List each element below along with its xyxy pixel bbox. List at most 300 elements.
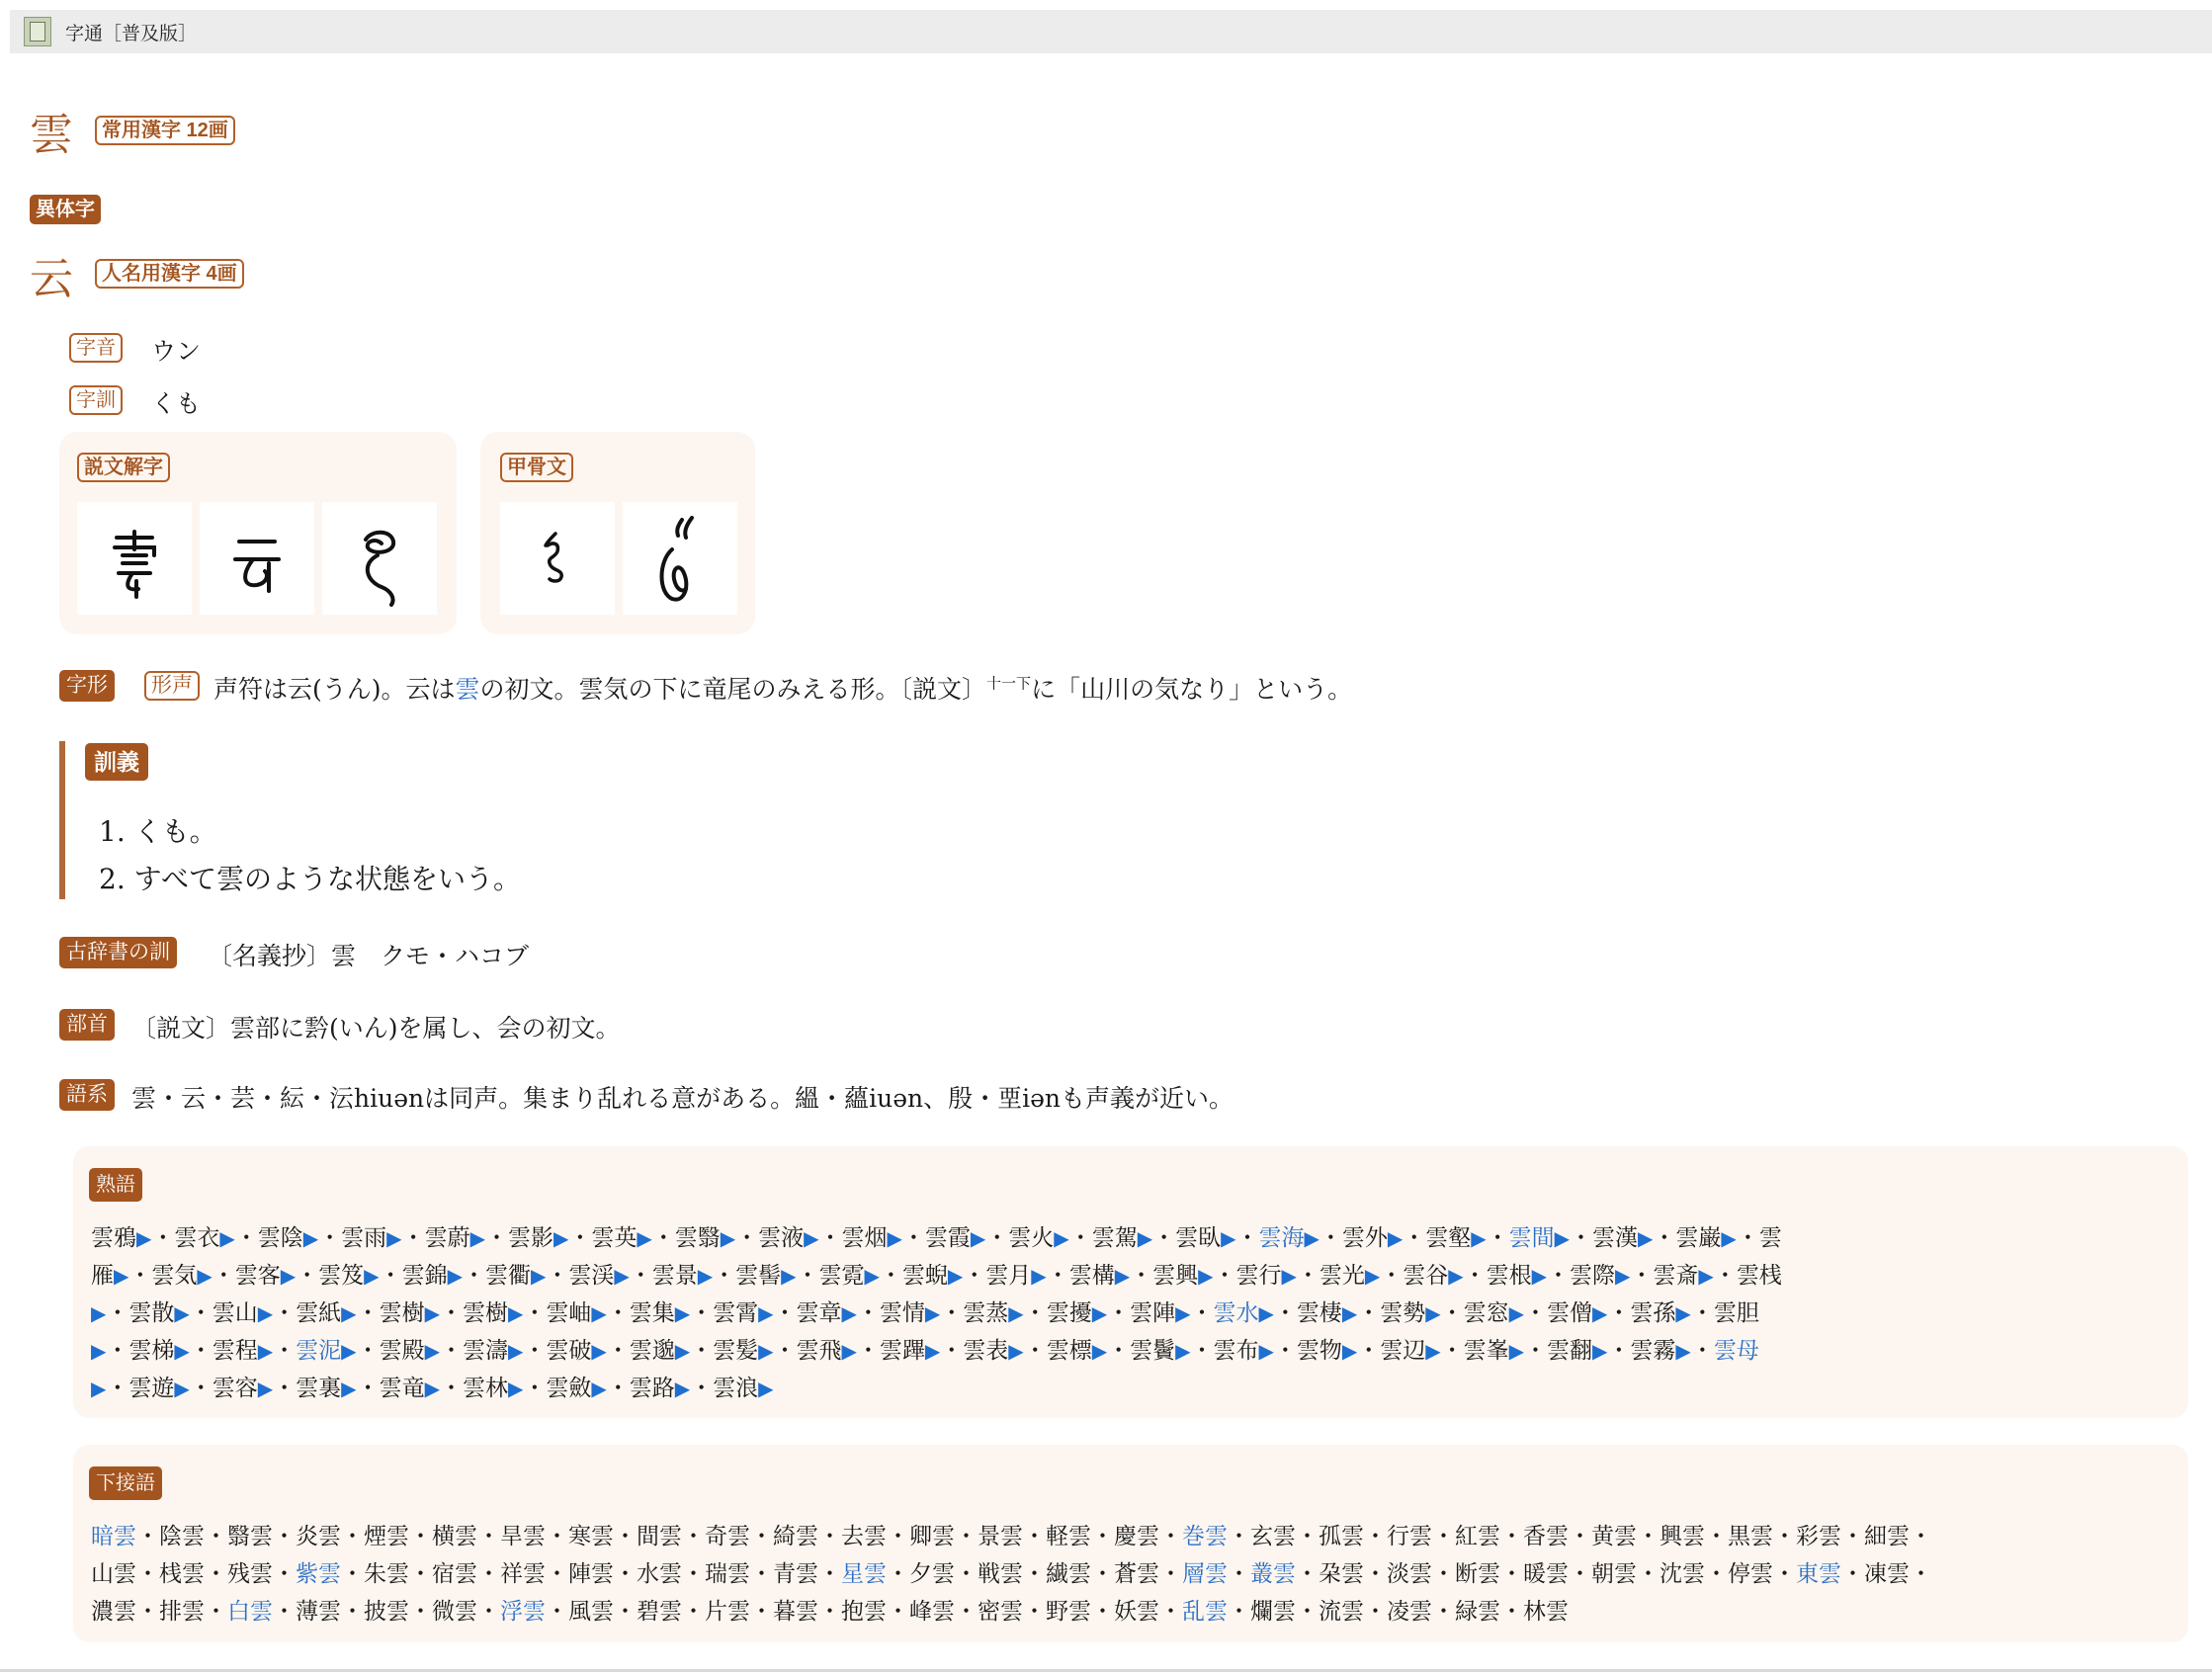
- jukugo-word[interactable]: 雲僧: [1547, 1300, 1593, 1326]
- arrow-right-icon[interactable]: ▶: [257, 1301, 274, 1325]
- jukugo-word[interactable]: 雲海: [1258, 1225, 1305, 1251]
- jukugo-word[interactable]: 雲霧: [1630, 1338, 1676, 1364]
- kasetsugo-word[interactable]: 陰雲: [159, 1524, 205, 1549]
- jukugo-word[interactable]: 雲孫: [1630, 1300, 1676, 1326]
- kasetsugo-word[interactable]: 片雲: [705, 1599, 750, 1625]
- arrow-right-icon[interactable]: ▶: [924, 1339, 941, 1363]
- jukugo-word[interactable]: 雲破: [546, 1338, 592, 1364]
- arrow-right-icon[interactable]: ▶: [341, 1301, 357, 1325]
- kasetsugo-word[interactable]: 水雲: [637, 1561, 682, 1587]
- separator: ・: [1653, 1225, 1676, 1251]
- arrow-right-icon[interactable]: ▶: [674, 1339, 691, 1363]
- arrow-right-icon[interactable]: ▶: [1638, 1226, 1654, 1250]
- kasetsugo-word[interactable]: 抱雲: [841, 1599, 887, 1625]
- arrow-right-icon[interactable]: ▶: [614, 1264, 630, 1288]
- jukugo-word[interactable]: 雲辺: [1380, 1338, 1426, 1364]
- arrow-right-icon[interactable]: ▶: [674, 1377, 691, 1400]
- kasetsugo-word[interactable]: 夕雲: [909, 1561, 955, 1587]
- window-title: 字通［普及版］: [65, 23, 198, 44]
- arrow-right-icon[interactable]: ▶: [280, 1264, 297, 1288]
- jukugo-word[interactable]: 雲峯: [1463, 1338, 1509, 1364]
- jukugo-word[interactable]: 雲霓: [818, 1263, 865, 1289]
- kasetsugo-word[interactable]: 層雲: [1182, 1561, 1228, 1587]
- arrow-right-icon[interactable]: ▶: [864, 1264, 880, 1288]
- kasetsugo-word[interactable]: 綺雲: [773, 1524, 818, 1549]
- jukugo-word[interactable]: 雲斎: [1653, 1263, 1699, 1289]
- jukugo-word[interactable]: 雲表: [963, 1338, 1009, 1364]
- kasetsugo-word[interactable]: 沈雲: [1659, 1561, 1705, 1587]
- jukugo-word[interactable]: 雲: [1758, 1225, 1782, 1251]
- jukugo-word[interactable]: 雲飛: [796, 1338, 842, 1364]
- jukugo-word[interactable]: 雲鬢: [1130, 1338, 1176, 1364]
- kasetsugo-word[interactable]: 繊雲: [1046, 1561, 1091, 1587]
- arrow-right-icon[interactable]: ▶: [447, 1264, 463, 1288]
- separator: ・: [940, 1300, 964, 1326]
- jukugo-word[interactable]: 雲興: [1152, 1263, 1199, 1289]
- jukugo-word[interactable]: 雲樹: [379, 1300, 425, 1326]
- jukugo-word[interactable]: 雲容: [212, 1376, 258, 1401]
- kasetsugo-word[interactable]: 煙雲: [364, 1524, 409, 1549]
- jukugo-word[interactable]: 雲髪: [713, 1338, 759, 1364]
- jukugo-word[interactable]: 雲影: [507, 1225, 553, 1251]
- kasetsugo-word[interactable]: 翳雲: [227, 1524, 273, 1549]
- arrow-right-icon[interactable]: ▶: [1387, 1226, 1404, 1250]
- jukugo-word[interactable]: 雲駕: [1091, 1225, 1138, 1251]
- arrow-right-icon[interactable]: ▶: [1304, 1226, 1319, 1250]
- arrow-right-icon[interactable]: ▶: [91, 1301, 107, 1325]
- jukugo-word[interactable]: 雲巌: [1675, 1225, 1722, 1251]
- arrow-right-icon[interactable]: ▶: [1675, 1339, 1691, 1363]
- kasetsugo-word[interactable]: 炎雲: [296, 1524, 341, 1549]
- separator: ・: [1023, 1300, 1047, 1326]
- separator: ・: [128, 1263, 152, 1289]
- kasetsugo-word[interactable]: 祥雲: [500, 1561, 546, 1587]
- kasetsugo-word[interactable]: 濃雲: [91, 1599, 136, 1625]
- kasetsugo-word[interactable]: 瑞雲: [705, 1561, 750, 1587]
- jukugo-word[interactable]: 雲遊: [128, 1376, 175, 1401]
- kasetsugo-word[interactable]: 風雲: [568, 1599, 614, 1625]
- kasetsugo-word[interactable]: 野雲: [1046, 1599, 1091, 1625]
- arrow-right-icon[interactable]: ▶: [174, 1339, 190, 1363]
- separator: ・: [1524, 1300, 1548, 1326]
- kasetsugo-word[interactable]: 去雲: [841, 1524, 887, 1549]
- kasetsugo-word[interactable]: 紫雲: [296, 1561, 341, 1587]
- jukugo-word[interactable]: 雲漢: [1592, 1225, 1639, 1251]
- arrow-right-icon[interactable]: ▶: [507, 1339, 524, 1363]
- separator: ・: [1500, 1561, 1523, 1587]
- jukugo-word[interactable]: 雲標: [1046, 1338, 1092, 1364]
- arrow-right-icon[interactable]: ▶: [341, 1339, 357, 1363]
- arrow-right-icon[interactable]: ▶: [257, 1339, 274, 1363]
- arrow-right-icon[interactable]: ▶: [841, 1301, 857, 1325]
- kasetsugo-word[interactable]: 間雲: [637, 1524, 682, 1549]
- arrow-right-icon[interactable]: ▶: [1592, 1339, 1608, 1363]
- arrow-right-icon[interactable]: ▶: [674, 1301, 691, 1325]
- kasetsugo-word[interactable]: 寒雲: [568, 1524, 614, 1549]
- jikei-link-yun[interactable]: 雲: [455, 675, 480, 704]
- kasetsugo-word[interactable]: 浮雲: [500, 1599, 546, 1625]
- kasetsugo-word[interactable]: 凌雲: [1387, 1599, 1432, 1625]
- arrow-right-icon[interactable]: ▶: [1508, 1301, 1525, 1325]
- arrow-right-icon[interactable]: ▶: [1008, 1301, 1024, 1325]
- arrow-right-icon[interactable]: ▶: [1364, 1264, 1381, 1288]
- kasetsugo-word[interactable]: 旱雲: [500, 1524, 546, 1549]
- separator: ・: [606, 1376, 630, 1401]
- arrow-right-icon[interactable]: ▶: [530, 1264, 547, 1288]
- separator: ・: [1091, 1561, 1114, 1587]
- arrow-right-icon[interactable]: ▶: [1592, 1301, 1608, 1325]
- arrow-right-icon[interactable]: ▶: [924, 1301, 941, 1325]
- kasetsugo-word[interactable]: 妖雲: [1114, 1599, 1159, 1625]
- kasetsugo-word[interactable]: 興雲: [1659, 1524, 1705, 1549]
- arrow-right-icon[interactable]: ▶: [386, 1226, 402, 1250]
- jukugo-word[interactable]: 雲霞: [924, 1225, 971, 1251]
- kasetsugo-word[interactable]: 青雲: [773, 1561, 818, 1587]
- separator: ・: [796, 1263, 819, 1289]
- arrow-right-icon[interactable]: ▶: [174, 1377, 190, 1400]
- jukugo-word[interactable]: 雲林: [462, 1376, 508, 1401]
- kasetsugo-word[interactable]: 密雲: [978, 1599, 1023, 1625]
- kasetsugo-word[interactable]: 陣雲: [568, 1561, 614, 1587]
- arrow-right-icon[interactable]: ▶: [1615, 1264, 1631, 1288]
- jukugo-word[interactable]: 雲蜺: [901, 1263, 948, 1289]
- separator: ・: [106, 1300, 129, 1326]
- separator: ・: [856, 1300, 880, 1326]
- jukugo-word[interactable]: 雲邈: [629, 1338, 675, 1364]
- jukugo-word[interactable]: 雲翻: [1547, 1338, 1593, 1364]
- arrow-right-icon[interactable]: ▶: [1341, 1339, 1358, 1363]
- jukugo-word[interactable]: 雲樹: [462, 1300, 508, 1326]
- jukugo-word[interactable]: 雲擾: [1046, 1300, 1092, 1326]
- jukugo-word[interactable]: 雲行: [1235, 1263, 1282, 1289]
- jukugo-word[interactable]: 雲気: [151, 1263, 198, 1289]
- jukugo-word[interactable]: 雲殿: [379, 1338, 425, 1364]
- kasetsugo-word[interactable]: 緑雲: [1455, 1599, 1500, 1625]
- arrow-right-icon[interactable]: ▶: [1054, 1226, 1069, 1250]
- arrow-right-icon[interactable]: ▶: [424, 1301, 440, 1325]
- arrow-right-icon[interactable]: ▶: [469, 1226, 485, 1250]
- jukugo-word[interactable]: 雲濤: [462, 1338, 508, 1364]
- kasetsugo-word[interactable]: 慶雲: [1114, 1524, 1159, 1549]
- separator: ・: [651, 1225, 675, 1251]
- separator: ・: [901, 1225, 925, 1251]
- separator: ・: [985, 1225, 1009, 1251]
- arrow-right-icon[interactable]: ▶: [591, 1339, 607, 1363]
- arrow-right-icon[interactable]: ▶: [507, 1377, 524, 1400]
- separator: ・: [1107, 1300, 1131, 1326]
- arrow-right-icon[interactable]: ▶: [591, 1301, 607, 1325]
- arrow-right-icon[interactable]: ▶: [1258, 1301, 1274, 1325]
- jukugo-word[interactable]: 雲棲: [1296, 1300, 1342, 1326]
- kasetsugo-word[interactable]: 停雲: [1728, 1561, 1773, 1587]
- jukugo-word[interactable]: 雲光: [1319, 1263, 1365, 1289]
- jukugo-label: 熟語: [89, 1168, 142, 1202]
- separator: ・: [879, 1263, 902, 1289]
- jukugo-word[interactable]: 雲窓: [1463, 1300, 1509, 1326]
- arrow-right-icon[interactable]: ▶: [697, 1264, 714, 1288]
- jukugo-word[interactable]: 雲壑: [1425, 1225, 1472, 1251]
- jukugo-word[interactable]: 雲霄: [713, 1300, 759, 1326]
- arrow-right-icon[interactable]: ▶: [947, 1264, 964, 1288]
- jukugo-word[interactable]: 雲蔚: [424, 1225, 470, 1251]
- arrow-right-icon[interactable]: ▶: [1008, 1339, 1024, 1363]
- app-book-icon: [24, 17, 51, 46]
- separator: ・: [750, 1524, 773, 1549]
- jukugo-word[interactable]: 雲衣: [174, 1225, 220, 1251]
- kasetsugo-word[interactable]: 桟雲: [159, 1561, 205, 1587]
- jukugo-word[interactable]: 雲情: [879, 1300, 925, 1326]
- arrow-right-icon[interactable]: ▶: [219, 1226, 235, 1250]
- jukugo-word[interactable]: 雲鴉: [91, 1225, 136, 1251]
- arrow-right-icon[interactable]: ▶: [1114, 1264, 1131, 1288]
- arrow-right-icon[interactable]: ▶: [1531, 1264, 1548, 1288]
- kasetsugo-word[interactable]: 乱雲: [1182, 1599, 1228, 1625]
- jukugo-word[interactable]: 雲水: [1213, 1300, 1259, 1326]
- jukugo-word[interactable]: 雲雨: [341, 1225, 387, 1251]
- kasetsugo-word[interactable]: 行雲: [1387, 1524, 1432, 1549]
- jukugo-word[interactable]: 雲裏: [296, 1376, 342, 1401]
- jukugo-word[interactable]: 雲外: [1341, 1225, 1388, 1251]
- kasetsugo-word[interactable]: 軽雲: [1046, 1524, 1091, 1549]
- jukugo-word[interactable]: 雁: [91, 1263, 114, 1289]
- kasetsugo-word[interactable]: 淡雲: [1387, 1561, 1432, 1587]
- jukugo-word[interactable]: 雲笈: [318, 1263, 365, 1289]
- kasetsugo-word[interactable]: 碧雲: [637, 1599, 682, 1625]
- headword: 雲: [30, 110, 73, 160]
- arrow-right-icon[interactable]: ▶: [1341, 1301, 1358, 1325]
- jukugo-word[interactable]: 雲蒸: [963, 1300, 1009, 1326]
- arrow-right-icon[interactable]: ▶: [758, 1339, 774, 1363]
- kasetsugo-word[interactable]: 峰雲: [909, 1599, 955, 1625]
- kasetsugo-word[interactable]: 暗雲: [91, 1524, 136, 1549]
- kasetsugo-word[interactable]: 巻雲: [1182, 1524, 1228, 1549]
- arrow-right-icon[interactable]: ▶: [1425, 1301, 1441, 1325]
- kasetsugo-word[interactable]: 朝雲: [1591, 1561, 1637, 1587]
- kasetsugo-word[interactable]: 微雲: [432, 1599, 477, 1625]
- jukugo-word[interactable]: 雲勢: [1380, 1300, 1426, 1326]
- separator: ・: [682, 1561, 705, 1587]
- arrow-right-icon[interactable]: ▶: [302, 1226, 319, 1250]
- jukugo-word[interactable]: 雲布: [1213, 1338, 1259, 1364]
- jukugo-word[interactable]: 雲客: [234, 1263, 281, 1289]
- arrow-right-icon[interactable]: ▶: [341, 1377, 357, 1400]
- kasetsugo-list: [91, 1518, 2167, 1630]
- arrow-right-icon[interactable]: ▶: [424, 1377, 440, 1400]
- arrow-right-icon[interactable]: ▶: [1554, 1226, 1571, 1250]
- arrow-right-icon[interactable]: ▶: [758, 1377, 774, 1400]
- separator: ・: [856, 1338, 880, 1364]
- arrow-right-icon[interactable]: ▶: [1281, 1264, 1297, 1288]
- jukugo-word[interactable]: 雲翳: [674, 1225, 721, 1251]
- kasetsugo-word[interactable]: 朱雲: [364, 1561, 409, 1587]
- kasetsugo-word[interactable]: 流雲: [1319, 1599, 1364, 1625]
- kasetsugo-word[interactable]: 戦雲: [978, 1561, 1023, 1587]
- arrow-right-icon[interactable]: ▶: [1221, 1226, 1236, 1250]
- separator: ・: [1607, 1300, 1631, 1326]
- jukugo-word[interactable]: 雲散: [128, 1300, 175, 1326]
- arrow-right-icon[interactable]: ▶: [1425, 1339, 1441, 1363]
- jukugo-word[interactable]: 雲浪: [713, 1376, 759, 1401]
- jukugo-word[interactable]: 雲月: [985, 1263, 1032, 1289]
- arrow-right-icon[interactable]: ▶: [1091, 1301, 1108, 1325]
- separator: ・: [1364, 1561, 1387, 1587]
- jukugo-word[interactable]: 雲胆: [1713, 1300, 1759, 1326]
- jukugo-word[interactable]: 雲岫: [546, 1300, 592, 1326]
- on-reading: ウン: [151, 337, 202, 366]
- separator: ・: [1130, 1263, 1153, 1289]
- kasetsugo-word[interactable]: 卿雲: [909, 1524, 955, 1549]
- separator: ・: [1091, 1524, 1114, 1549]
- kasetsugo-word[interactable]: 東雲: [1796, 1561, 1841, 1587]
- kasetsugo-word[interactable]: 彩雲: [1796, 1524, 1841, 1549]
- jukugo-word[interactable]: 雲母: [1713, 1338, 1759, 1364]
- variant-kanji: 云: [30, 254, 73, 304]
- arrow-right-icon[interactable]: ▶: [637, 1226, 652, 1250]
- kasetsugo-word[interactable]: 薄雲: [296, 1599, 341, 1625]
- jukugo-word[interactable]: 雲錦: [401, 1263, 448, 1289]
- jukugo-list: [91, 1219, 2167, 1407]
- arrow-right-icon[interactable]: ▶: [507, 1301, 524, 1325]
- arrow-right-icon[interactable]: ▶: [1175, 1301, 1191, 1325]
- arrow-right-icon[interactable]: ▶: [197, 1264, 213, 1288]
- jukugo-word[interactable]: 雲竜: [379, 1376, 425, 1401]
- kasetsugo-word[interactable]: 玄雲: [1250, 1524, 1296, 1549]
- separator: ・: [1296, 1524, 1319, 1549]
- arrow-right-icon[interactable]: ▶: [758, 1301, 774, 1325]
- kasetsugo-word[interactable]: 山雲: [91, 1561, 136, 1587]
- kasetsugo-word[interactable]: 排雲: [159, 1599, 205, 1625]
- arrow-right-icon[interactable]: ▶: [1448, 1264, 1464, 1288]
- arrow-right-icon[interactable]: ▶: [1698, 1264, 1714, 1288]
- jukugo-word[interactable]: 雲陰: [257, 1225, 303, 1251]
- arrow-right-icon[interactable]: ▶: [1258, 1339, 1274, 1363]
- kasetsugo-word[interactable]: 蒼雲: [1114, 1561, 1159, 1587]
- jukugo-word[interactable]: 雲蹕: [879, 1338, 925, 1364]
- arrow-right-icon[interactable]: ▶: [1471, 1226, 1487, 1250]
- kasetsugo-word[interactable]: 断雲: [1455, 1561, 1500, 1587]
- kasetsugo-word[interactable]: 紅雲: [1455, 1524, 1500, 1549]
- arrow-right-icon[interactable]: ▶: [1508, 1339, 1525, 1363]
- arrow-right-icon[interactable]: ▶: [136, 1226, 152, 1250]
- separator: ・: [106, 1338, 129, 1364]
- arrow-right-icon[interactable]: ▶: [804, 1226, 819, 1250]
- arrow-right-icon[interactable]: ▶: [970, 1226, 986, 1250]
- arrow-right-icon[interactable]: ▶: [91, 1339, 107, 1363]
- jukugo-word[interactable]: 雲液: [758, 1225, 805, 1251]
- kasetsugo-word[interactable]: 暖雲: [1523, 1561, 1569, 1587]
- jukugo-word[interactable]: 雲構: [1068, 1263, 1115, 1289]
- jukugo-word[interactable]: 雲陣: [1130, 1300, 1176, 1326]
- kasetsugo-word[interactable]: 白雲: [227, 1599, 273, 1625]
- kasetsugo-word[interactable]: 奇雲: [705, 1524, 750, 1549]
- kasetsugo-word[interactable]: 宿雲: [432, 1561, 477, 1587]
- jukugo-word[interactable]: 雲間: [1508, 1225, 1555, 1251]
- kasetsugo-word[interactable]: 爛雲: [1250, 1599, 1296, 1625]
- separator: ・: [1159, 1561, 1182, 1587]
- kasetsugo-word[interactable]: 叢雲: [1250, 1561, 1296, 1587]
- kasetsugo-word[interactable]: 林雲: [1523, 1599, 1569, 1625]
- jukugo-word[interactable]: 雲紙: [296, 1300, 342, 1326]
- separator: ・: [750, 1599, 773, 1625]
- arrow-right-icon[interactable]: ▶: [1175, 1339, 1191, 1363]
- kasetsugo-word[interactable]: 暮雲: [773, 1599, 818, 1625]
- arrow-right-icon[interactable]: ▶: [781, 1264, 797, 1288]
- jukugo-word[interactable]: 雲髻: [735, 1263, 782, 1289]
- arrow-right-icon[interactable]: ▶: [114, 1264, 129, 1288]
- jukugo-word[interactable]: 雲烟: [841, 1225, 888, 1251]
- arrow-right-icon[interactable]: ▶: [1137, 1226, 1153, 1250]
- kasetsugo-word[interactable]: 横雲: [432, 1524, 477, 1549]
- jukugo-word[interactable]: 雲山: [212, 1300, 258, 1326]
- jukugo-word[interactable]: 雲梯: [128, 1338, 175, 1364]
- arrow-right-icon[interactable]: ▶: [1031, 1264, 1047, 1288]
- jikei-text-part3: に「山川の気なり」という。: [1031, 675, 1353, 704]
- arrow-right-icon[interactable]: ▶: [887, 1226, 902, 1250]
- jukugo-word[interactable]: 雲渓: [568, 1263, 615, 1289]
- arrow-right-icon[interactable]: ▶: [1198, 1264, 1214, 1288]
- jukugo-word[interactable]: 雲英: [591, 1225, 638, 1251]
- arrow-right-icon[interactable]: ▶: [553, 1226, 569, 1250]
- separator: ・: [523, 1300, 547, 1326]
- jukugo-word[interactable]: 雲桟: [1736, 1263, 1782, 1289]
- jukugo-word[interactable]: 雲衢: [484, 1263, 531, 1289]
- separator: ・: [273, 1561, 296, 1587]
- separator: ・: [1357, 1300, 1381, 1326]
- arrow-right-icon[interactable]: ▶: [364, 1264, 380, 1288]
- kasetsugo-word[interactable]: 残雲: [227, 1561, 273, 1587]
- kasetsugo-word[interactable]: 星雲: [841, 1561, 887, 1587]
- kasetsugo-word[interactable]: 黒雲: [1728, 1524, 1773, 1549]
- separator: ・: [1023, 1524, 1046, 1549]
- jukugo-word[interactable]: 雲集: [629, 1300, 675, 1326]
- jukugo-word[interactable]: 雲程: [212, 1338, 258, 1364]
- arrow-right-icon[interactable]: ▶: [1721, 1226, 1737, 1250]
- arrow-right-icon[interactable]: ▶: [720, 1226, 736, 1250]
- separator: ・: [273, 1338, 297, 1364]
- arrow-right-icon[interactable]: ▶: [257, 1377, 274, 1400]
- jukugo-word[interactable]: 雲章: [796, 1300, 842, 1326]
- kasetsugo-word[interactable]: 披雲: [364, 1599, 409, 1625]
- arrow-right-icon[interactable]: ▶: [1675, 1301, 1691, 1325]
- kasetsugo-word[interactable]: 景雲: [978, 1524, 1023, 1549]
- jukugo-word[interactable]: 雲景: [651, 1263, 698, 1289]
- kasetsugo-word[interactable]: 孤雲: [1319, 1524, 1364, 1549]
- arrow-right-icon[interactable]: ▶: [91, 1377, 107, 1400]
- jukugo-word[interactable]: 雲火: [1008, 1225, 1055, 1251]
- separator: ・: [1841, 1524, 1864, 1549]
- jukugo-word[interactable]: 雲斂: [546, 1376, 592, 1401]
- kasetsugo-word[interactable]: 朶雲: [1319, 1561, 1364, 1587]
- arrow-right-icon[interactable]: ▶: [841, 1339, 857, 1363]
- jukugo-word[interactable]: 雲泥: [296, 1338, 342, 1364]
- separator: ・: [409, 1599, 432, 1625]
- arrow-right-icon[interactable]: ▶: [1091, 1339, 1108, 1363]
- jukugo-word[interactable]: 雲根: [1486, 1263, 1532, 1289]
- arrow-right-icon[interactable]: ▶: [591, 1377, 607, 1400]
- separator: ・: [189, 1338, 213, 1364]
- kasetsugo-word[interactable]: 黄雲: [1591, 1524, 1637, 1549]
- kasetsugo-word[interactable]: 凍雲: [1864, 1561, 1910, 1587]
- jukugo-word[interactable]: 雲路: [629, 1376, 675, 1401]
- jukugo-word[interactable]: 雲谷: [1403, 1263, 1449, 1289]
- arrow-right-icon[interactable]: ▶: [424, 1339, 440, 1363]
- arrow-right-icon[interactable]: ▶: [174, 1301, 190, 1325]
- jukugo-word[interactable]: 雲物: [1296, 1338, 1342, 1364]
- kasetsugo-word[interactable]: 香雲: [1523, 1524, 1569, 1549]
- jukugo-word[interactable]: 雲臥: [1175, 1225, 1222, 1251]
- kasetsugo-word[interactable]: 細雲: [1864, 1524, 1910, 1549]
- jukugo-word[interactable]: 雲際: [1570, 1263, 1616, 1289]
